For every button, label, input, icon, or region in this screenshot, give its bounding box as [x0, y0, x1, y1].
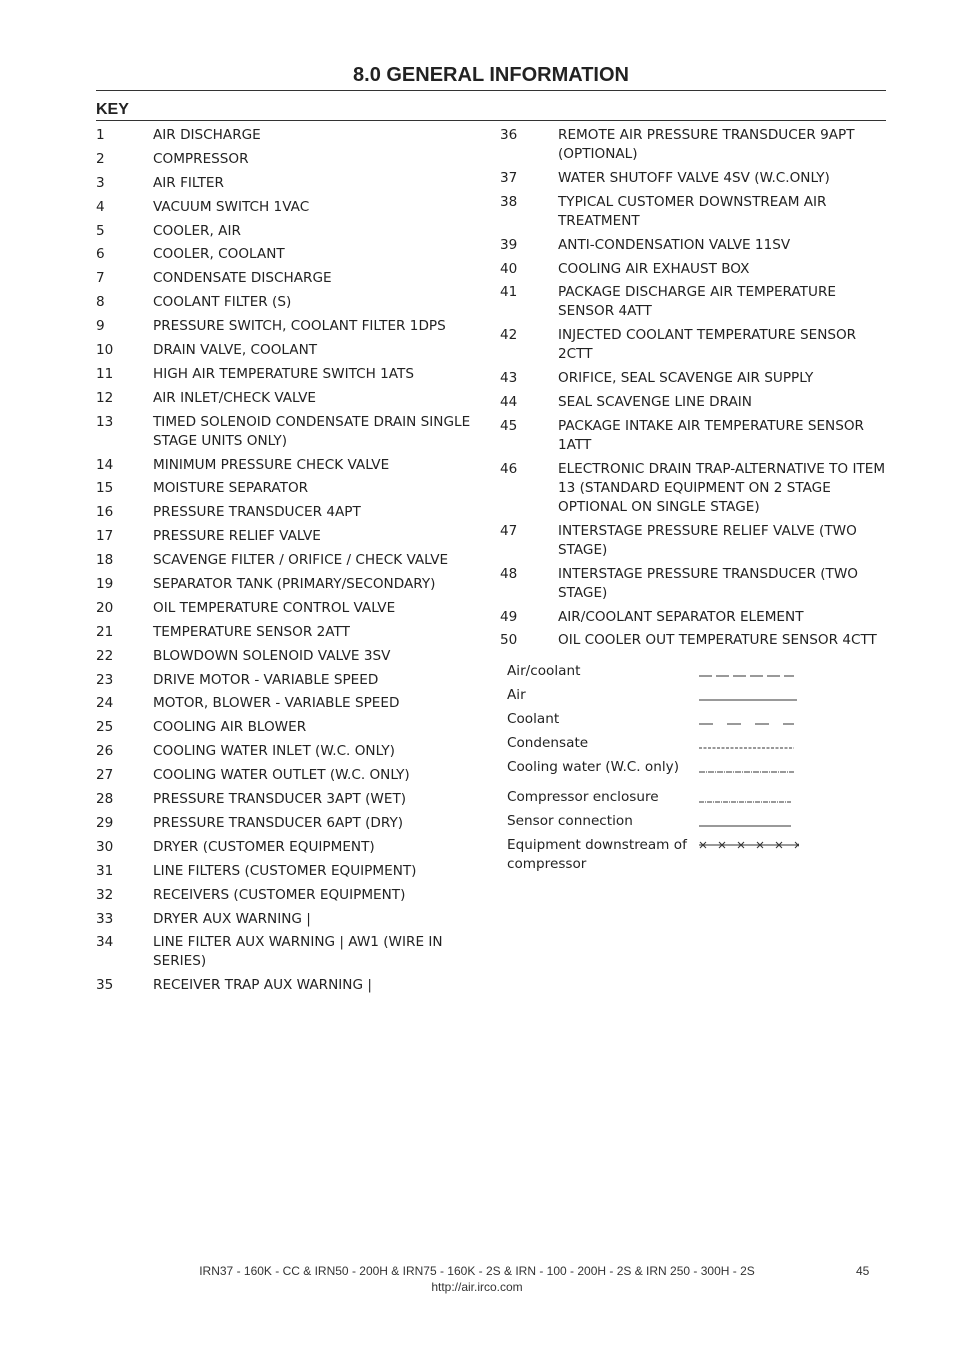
legend-line — [699, 812, 799, 831]
key-item-number: 8 — [96, 294, 105, 311]
legend-line-sample — [699, 836, 799, 855]
key-item-number: 29 — [96, 814, 114, 831]
legend-line-sample — [699, 812, 799, 831]
key-item — [96, 293, 476, 312]
key-item — [96, 479, 476, 498]
key-item-number: 14 — [96, 456, 114, 473]
key-heading: KEY — [96, 101, 129, 118]
key-item-label: ANTI-CONDENSATION VALVE 11SV — [558, 236, 791, 253]
key-item — [500, 565, 890, 603]
key-item-label: OIL TEMPERATURE CONTROL VALVE — [153, 599, 396, 616]
key-item-label: COOLING WATER INLET (W.C. ONLY) — [153, 743, 395, 760]
legend-item — [507, 686, 807, 705]
key-item-label: LINE FILTERS (CUSTOMER EQUIPMENT) — [153, 862, 417, 879]
key-item-label: WATER SHUTOFF VALVE 4SV (W.C.ONLY) — [558, 169, 830, 186]
key-item — [500, 126, 890, 164]
key-item-label: SCAVENGE FILTER / ORIFICE / CHECK VALVE — [153, 552, 449, 569]
key-item-number: 7 — [96, 270, 105, 287]
key-item-number: 32 — [96, 886, 114, 903]
legend-line-sample — [699, 710, 799, 729]
key-item-number: 39 — [500, 236, 518, 253]
legend-label: Air/coolant — [507, 663, 581, 679]
key-item-label: SEAL SCAVENGE LINE DRAIN — [558, 394, 752, 411]
key-item-number: 17 — [96, 528, 114, 545]
key-item-label: COOLING WATER OUTLET (W.C. ONLY) — [153, 767, 410, 784]
key-item-number: 49 — [500, 608, 518, 625]
key-item-label: OIL COOLER OUT TEMPERATURE SENSOR 4CTT — [558, 632, 877, 649]
key-item — [96, 742, 476, 761]
key-item — [500, 260, 890, 279]
key-item-label: PRESSURE RELIEF VALVE — [153, 528, 321, 545]
key-item-number: 30 — [96, 838, 114, 855]
key-item — [96, 413, 476, 451]
legend-line — [699, 710, 799, 729]
key-item-label: RECEIVER TRAP AUX WARNING | — [153, 977, 372, 994]
key-item-number: 50 — [500, 632, 518, 649]
key-item-number: 10 — [96, 342, 114, 359]
key-item-label: RECEIVERS (CUSTOMER EQUIPMENT) — [153, 886, 406, 903]
key-item-number: 24 — [96, 695, 114, 712]
key-item-number: 11 — [96, 365, 114, 382]
key-item — [96, 933, 476, 971]
legend-line-sample — [699, 758, 799, 777]
key-item — [96, 718, 476, 737]
key-item-label: COOLER, AIR — [153, 222, 241, 239]
key-item-label: PACKAGE DISCHARGE AIR TEMPERATURE SENSOR 4ATT — [558, 284, 836, 320]
key-item — [500, 169, 890, 188]
legend-line — [699, 734, 799, 753]
key-item-number: 36 — [500, 127, 518, 143]
key-item — [96, 623, 476, 642]
key-item-number: 44 — [500, 394, 518, 411]
legend-item — [507, 758, 807, 777]
key-item-label: MINIMUM PRESSURE CHECK VALVE — [153, 456, 390, 473]
key-item-number: 31 — [96, 862, 114, 879]
key-item-number: 6 — [96, 246, 105, 263]
key-item-label: HIGH AIR TEMPERATURE SWITCH 1ATS — [153, 365, 414, 382]
title-divider — [96, 90, 886, 91]
key-item-number: 15 — [96, 480, 114, 497]
legend-line-sample — [699, 734, 799, 753]
key-item-number: 25 — [96, 719, 114, 736]
key-item — [96, 910, 476, 929]
key-item-label: PRESSURE TRANSDUCER 4APT — [153, 504, 361, 521]
legend-line-sample — [699, 788, 799, 807]
key-item — [96, 599, 476, 618]
key-item — [500, 522, 890, 560]
key-item-label: AIR FILTER — [153, 174, 224, 191]
key-item-label: INJECTED COOLANT TEMPERATURE SENSOR 2CTT — [558, 327, 857, 363]
key-item — [500, 393, 890, 412]
legend-item — [507, 788, 807, 807]
key-item-number: 41 — [500, 284, 518, 301]
key-item-number: 3 — [96, 174, 105, 191]
key-item-label: DRYER AUX WARNING | — [153, 910, 311, 927]
key-item-label: MOTOR, BLOWER - VARIABLE SPEED — [153, 695, 400, 712]
key-item-number: 47 — [500, 522, 518, 539]
key-item — [96, 389, 476, 408]
key-item-number: 23 — [96, 671, 114, 688]
key-item-label: COOLER, COOLANT — [153, 246, 285, 263]
key-item — [96, 365, 476, 384]
key-item-label: PACKAGE INTAKE AIR TEMPERATURE SENSOR 1ATT — [558, 418, 864, 454]
key-item — [500, 608, 890, 627]
key-item-label: INTERSTAGE PRESSURE TRANSDUCER (TWO STAGE) — [558, 565, 858, 601]
key-item — [500, 631, 890, 650]
key-item-number: 46 — [500, 460, 518, 477]
key-item — [96, 886, 476, 905]
key-item-label: TIMED SOLENOID CONDENSATE DRAIN SINGLE STAGE UNITS ONLY) — [153, 413, 471, 449]
key-item-label: DRIVE MOTOR - VARIABLE SPEED — [153, 671, 379, 688]
key-item-label: DRAIN VALVE, COOLANT — [153, 342, 318, 359]
legend-item — [507, 836, 807, 874]
legend-line — [699, 788, 799, 807]
legend-item — [507, 734, 807, 753]
key-item — [96, 647, 476, 666]
key-item — [96, 150, 476, 169]
key-item — [500, 460, 890, 517]
key-item-label: AIR DISCHARGE — [153, 127, 261, 143]
key-item-label: VACUUM SWITCH 1VAC — [153, 198, 310, 215]
key-item-label: SEPARATOR TANK (PRIMARY/SECONDARY) — [153, 576, 436, 593]
key-item-number: 34 — [96, 934, 114, 951]
key-item-label: LINE FILTER AUX WARNING | AW1 (WIRE IN SERIES) — [153, 934, 443, 970]
key-item — [96, 814, 476, 833]
key-item-number: 22 — [96, 647, 114, 664]
legend-item — [507, 812, 807, 831]
key-item-number: 48 — [500, 565, 518, 582]
legend-line — [699, 758, 799, 777]
key-item-label: PRESSURE SWITCH, COOLANT FILTER 1DPS — [153, 318, 446, 335]
key-item — [96, 790, 476, 809]
key-item — [500, 283, 890, 321]
key-item-label: COMPRESSOR — [153, 150, 249, 167]
key-item-label: PRESSURE TRANSDUCER 6APT (DRY) — [153, 814, 404, 831]
key-item-number: 9 — [96, 318, 105, 335]
key-item — [500, 193, 890, 231]
key-item — [500, 326, 890, 364]
legend-item — [507, 710, 807, 729]
key-item-number: 4 — [96, 198, 105, 215]
key-item-number: 16 — [96, 504, 114, 521]
key-item — [96, 527, 476, 546]
key-divider — [96, 120, 886, 121]
key-item-label: BLOWDOWN SOLENOID VALVE 3SV — [153, 647, 391, 664]
key-item-label: CONDENSATE DISCHARGE — [153, 270, 332, 287]
legend-label: Sensor connection — [507, 813, 633, 829]
key-item — [96, 838, 476, 857]
page-number: 45 — [856, 1264, 870, 1278]
key-item-label: REMOTE AIR PRESSURE TRANSDUCER 9APT (OPTIONAL) — [558, 127, 855, 162]
legend-label: Equipment downstream of compressor — [507, 837, 687, 872]
key-item — [96, 671, 476, 690]
key-item — [96, 317, 476, 336]
key-item — [96, 245, 476, 264]
legend-line-sample — [699, 662, 799, 681]
key-item-number: 1 — [96, 127, 105, 143]
key-item-label: AIR INLET/CHECK VALVE — [153, 389, 317, 406]
legend-item — [507, 662, 807, 681]
key-item-number: 43 — [500, 370, 518, 387]
key-item-label: TYPICAL CUSTOMER DOWNSTREAM AIR TREATMENT — [558, 193, 827, 229]
key-item-number: 12 — [96, 389, 114, 406]
key-item-number: 5 — [96, 222, 105, 239]
key-item-label: COOLANT FILTER (S) — [153, 294, 292, 311]
key-item — [96, 551, 476, 570]
key-item — [96, 174, 476, 193]
key-item — [96, 269, 476, 288]
key-item-label: COOLING AIR EXHAUST BOX — [558, 260, 750, 277]
key-item-number: 28 — [96, 791, 114, 808]
key-item-number: 19 — [96, 576, 114, 593]
page-title: 8.0 GENERAL INFORMATION — [353, 64, 629, 86]
key-item — [96, 694, 476, 713]
line-legend — [507, 662, 807, 879]
key-item — [96, 575, 476, 594]
key-item-number: 40 — [500, 260, 518, 277]
legend-line-sample — [699, 686, 799, 705]
key-item-number: 20 — [96, 599, 114, 616]
key-item-number: 37 — [500, 169, 518, 186]
legend-line — [699, 662, 799, 681]
key-item-number: 35 — [96, 977, 114, 994]
key-item — [96, 456, 476, 475]
key-list-right — [500, 126, 890, 655]
legend-line — [699, 686, 799, 705]
legend-label: Compressor enclosure — [507, 789, 659, 805]
legend-line — [699, 836, 799, 855]
legend-label: Coolant — [507, 711, 560, 727]
key-item — [96, 126, 476, 145]
key-item — [96, 862, 476, 881]
key-item-number: 38 — [500, 193, 518, 210]
key-item-number: 26 — [96, 743, 114, 760]
key-item-number: 33 — [96, 910, 114, 927]
footer-url[interactable]: http://air.irco.com — [431, 1280, 523, 1294]
footer-models: IRN37 - 160K - CC & IRN50 - 200H & IRN75 - 160K - 2S & IRN - 100 - 200H - 2S & IRN 250 - 300H - 2S — [199, 1264, 755, 1278]
key-item-label: INTERSTAGE PRESSURE RELIEF VALVE (TWO STAGE) — [558, 522, 857, 558]
key-item — [96, 976, 476, 995]
key-item-label: ORIFICE, SEAL SCAVENGE AIR SUPPLY — [558, 370, 814, 387]
legend-label: Air — [507, 687, 526, 703]
key-item — [96, 503, 476, 522]
key-item-number: 45 — [500, 418, 518, 435]
key-item — [500, 417, 890, 455]
key-item-label: COOLING AIR BLOWER — [153, 719, 307, 736]
key-item — [96, 341, 476, 360]
key-item-number: 13 — [96, 413, 114, 430]
key-item — [96, 198, 476, 217]
key-item-label: PRESSURE TRANSDUCER 3APT (WET) — [153, 791, 407, 808]
key-item-number: 2 — [96, 150, 105, 167]
key-item — [500, 369, 890, 388]
key-item-label: ELECTRONIC DRAIN TRAP-ALTERNATIVE TO ITEM 13 (STANDARD EQUIPMENT ON 2 STAGE OPTIONAL ON SINGLE STAGE) — [558, 460, 886, 515]
legend-label: Cooling water (W.C. only) — [507, 759, 679, 775]
key-item — [96, 222, 476, 241]
key-item-label: AIR/COOLANT SEPARATOR ELEMENT — [558, 608, 804, 625]
legend-label: Condensate — [507, 735, 589, 751]
key-item-number: 42 — [500, 327, 518, 344]
key-item-label: MOISTURE SEPARATOR — [153, 480, 309, 497]
key-list-left — [96, 126, 476, 1000]
key-item-number: 18 — [96, 552, 114, 569]
key-item-number: 27 — [96, 767, 114, 784]
key-item — [500, 236, 890, 255]
key-item — [96, 766, 476, 785]
key-item-label: TEMPERATURE SENSOR 2ATT — [153, 623, 350, 640]
key-item-number: 21 — [96, 623, 114, 640]
key-item-label: DRYER (CUSTOMER EQUIPMENT) — [153, 838, 375, 855]
